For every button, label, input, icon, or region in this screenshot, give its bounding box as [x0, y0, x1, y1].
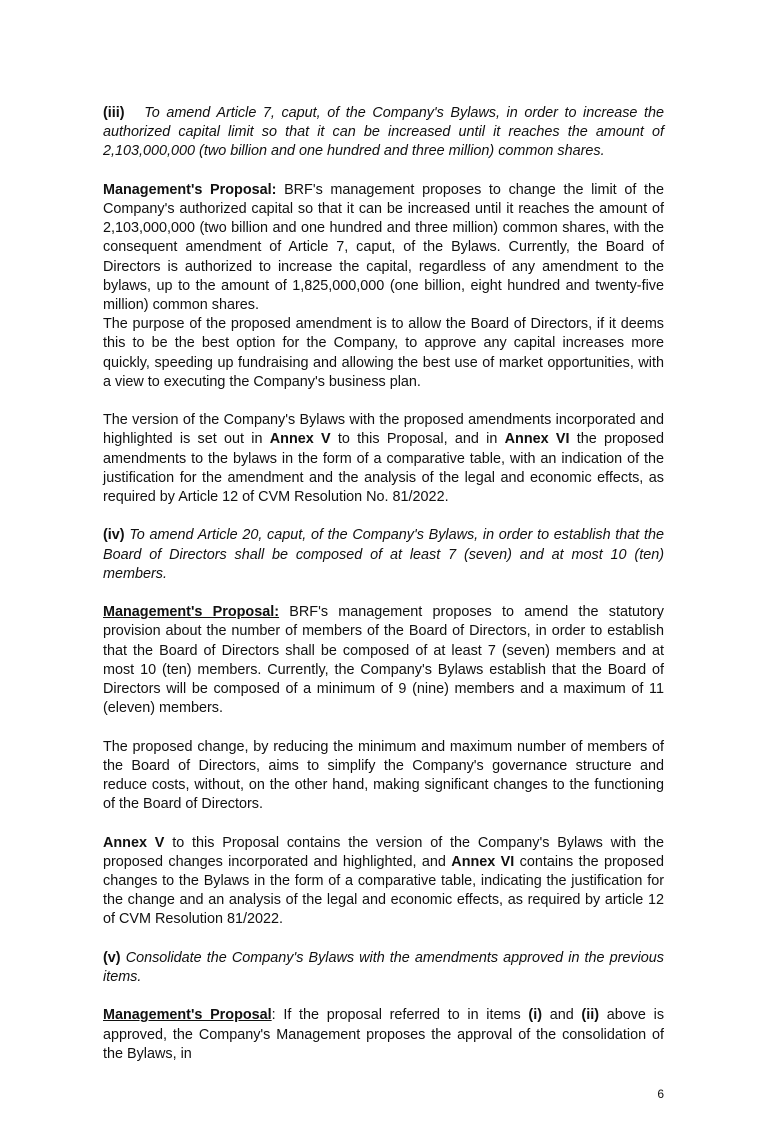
item-iii-proposal [103, 181, 664, 315]
item-ref: (i) [528, 1007, 542, 1024]
item-iii-purpose: The purpose of the proposed amendment is to allow the Board of Directors, if it deems this to be the best option for the Company, to approve any capital increases more quickly, speeding up fundraising and allowing the best use of market opportunities, with a view to executing the Company's business plan. [103, 316, 664, 390]
item-title: Consolidate the Company's Bylaws with the amendments approved in the previous items. [103, 949, 665, 986]
item-iv-change: The proposed change, by reducing the minimum and maximum number of members of the Board of Directors, aims to simplify the Company's governance structure and reduce costs, without, on the other hand, making significant changes to the functioning of the Board of Directors. [103, 738, 664, 813]
text: contains the proposed changes to the Bylaws in the form of a comparative table, indicating the justification for the change and an analysis of the legal and economic effects, as required by article 12 of CVM Resolution 81/2022. [103, 853, 664, 928]
proposal-label: Management's Proposal: [103, 181, 277, 198]
item-v-proposal [103, 1006, 664, 1064]
text: to this Proposal, and in [337, 431, 498, 448]
item-iii-heading [103, 104, 664, 162]
text: and [549, 1007, 574, 1024]
item-label: (v) [103, 949, 121, 966]
page-number: 6 [657, 1087, 664, 1102]
text: the proposed amendments to the bylaws in the form of a comparative table, with an indication of the justification for the amendment and the analysis of the legal and economic effects, as required by Article 12 of CVM Resolution No. 81/2022. [103, 431, 665, 506]
item-iv-heading [103, 526, 664, 584]
item-v-heading [103, 949, 664, 987]
item-title: To amend Article 7, caput, of the Company's Bylaws, in order to increase the authorized capital limit so that it can be increased until it reaches the amount of 2,103,000,000 (two billion and one hundred and three million) common shares. [103, 105, 664, 160]
annex-vi-ref: Annex VI [504, 431, 570, 448]
item-ref: (ii) [581, 1007, 600, 1024]
proposal-text: BRF's management proposes to amend the statutory provision about the number of members of the Board of Directors, in order to establish that the Board of Directors shall be composed of at least 7 (seven) members and at most 10 (ten) members. Currently, the Company's Bylaws establish that the Board of Directors will be composed of a minimum of 9 (nine) members and a maximum of 11 (eleven) members. [103, 604, 664, 717]
item-iv-proposal [103, 603, 664, 718]
item-title: To amend Article 20, caput, of the Company's Bylaws, in order to establish that the Board of Directors shall be composed of at least 7 (seven) and at most 10 (ten) members. [103, 527, 665, 582]
item-iv-annex [103, 834, 664, 930]
proposal-text: BRF's management proposes to change the limit of the Company's authorized capital so that it can be increased until it reaches the amount of 2,103,000,000 (two billion and one hundred and three million) common shares, with the consequent amendment of Article 7, caput, of the Bylaws. Currently, the Board of Directors is authorized to increase the capital, regardless of any amendment to the bylaws, up to the amount of 1,825,000,000 (one billion, eight hundred and twenty-five million) common shares. [103, 181, 664, 314]
text: above is approved, the Company's Management proposes the approval of the consolidation of the Bylaws, in [103, 1007, 665, 1062]
text: : If the proposal referred to in items [271, 1007, 521, 1024]
proposal-label: Management's Proposal: [103, 604, 280, 621]
item-label: (iv) [103, 527, 125, 544]
annex-v-ref: Annex V [103, 834, 165, 851]
text: to this Proposal contains the version of the Company's Bylaws with the proposed changes incorporated and highlighted, and [103, 834, 664, 870]
item-iii-version [103, 411, 664, 507]
proposal-label: Management's Proposal [103, 1007, 272, 1024]
text: The version of the Company's Bylaws with the proposed amendments incorporated and highlighted is set out in [103, 412, 664, 448]
annex-v-ref: Annex V [269, 431, 331, 448]
annex-vi-ref: Annex VI [451, 853, 515, 870]
document-page [103, 104, 664, 1064]
item-label: (iii) [103, 105, 125, 121]
